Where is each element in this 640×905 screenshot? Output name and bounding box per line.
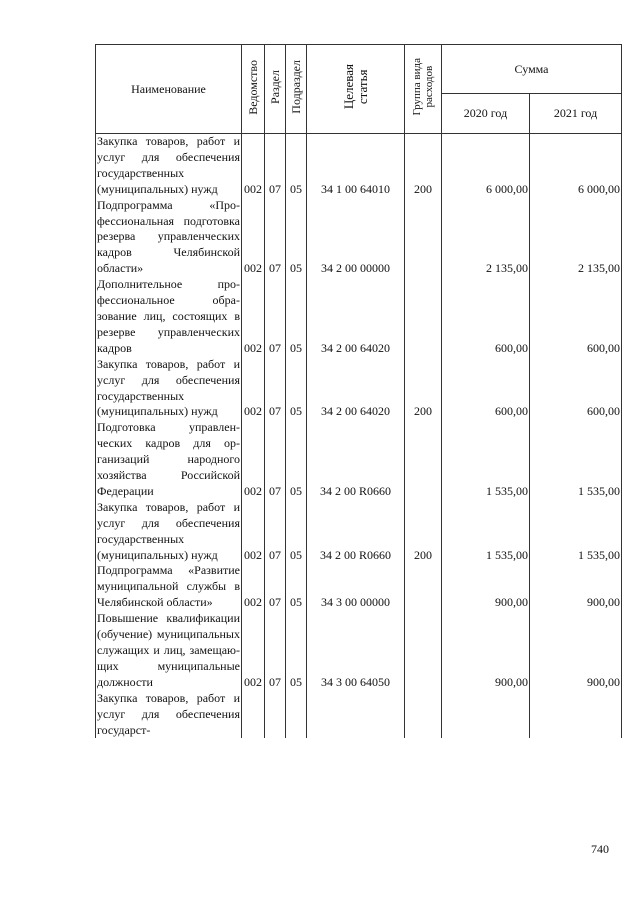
row-razdel [265,691,286,739]
row-expense-group [405,277,442,357]
row-name: Подготовка управленческих кадров для организаций народного хозяйства Российской Федерации [97,420,240,498]
row-razdel: 07 [265,500,286,564]
row-name: Закупка товаров, работ и услуг для обеспечения государственных (муниципальных) нужд [97,356,240,419]
row-sum-2020: 6 000,00 [442,134,530,198]
row-razdel: 07 [265,198,286,278]
row-razdel: 07 [265,611,286,691]
row-podrazdel: 05 [286,420,307,500]
table-row [96,500,622,564]
row-name: Закупка товаров, работ и услуг для обеспечения государственных (муниципальных) нужд [97,134,240,196]
row-target-article: 34 3 00 00000 [307,563,405,611]
row-expense-group [405,420,442,500]
header-year-2021: 2021 год [530,94,622,134]
table-row [96,134,622,198]
row-sum-2021 [530,691,622,739]
header-vedomstvo: Ведомство [242,45,265,134]
row-target-article: 34 2 00 64020 [307,357,405,421]
row-sum-2020: 900,00 [442,611,530,691]
row-sum-2021: 600,00 [530,357,622,421]
row-podrazdel: 05 [286,277,307,357]
row-sum-2021: 6 000,00 [530,134,622,198]
row-sum-2021: 2 135,00 [530,198,622,278]
table-row [96,691,622,739]
row-vedomstvo: 002 [242,198,265,278]
row-razdel: 07 [265,563,286,611]
table-row [96,611,622,691]
row-sum-2021: 900,00 [530,563,622,611]
row-sum-2020: 900,00 [442,563,530,611]
row-razdel: 07 [265,357,286,421]
row-expense-group: 200 [405,134,442,198]
header-podrazdel: Подраздел [286,45,307,134]
row-sum-2020: 600,00 [442,277,530,357]
row-name: Закупка товаров, работ и услуг для обеспечения государственных (муниципальных) нужд [97,499,240,562]
table-row [96,420,622,500]
row-vedomstvo: 002 [242,277,265,357]
header-target-article: Целевая статья [307,45,405,134]
row-vedomstvo: 002 [242,563,265,611]
header-sum: Сумма [442,45,622,94]
row-expense-group [405,691,442,739]
row-podrazdel: 05 [286,357,307,421]
row-expense-group [405,563,442,611]
row-sum-2020: 1 535,00 [442,500,530,564]
row-sum-2021: 600,00 [530,277,622,357]
row-expense-group [405,198,442,278]
row-target-article: 34 1 00 64010 [307,134,405,198]
row-razdel: 07 [265,277,286,357]
table-row [96,198,622,278]
row-vedomstvo: 002 [242,500,265,564]
header-name: Наименование [96,45,242,134]
row-vedomstvo: 002 [242,420,265,500]
row-vedomstvo [242,691,265,739]
row-podrazdel: 05 [286,563,307,611]
row-razdel: 07 [265,134,286,198]
row-expense-group: 200 [405,500,442,564]
row-sum-2020: 2 135,00 [442,198,530,278]
row-podrazdel: 05 [286,134,307,198]
row-sum-2020: 600,00 [442,357,530,421]
row-name: Повышение квалификации (обучение) муниципальных служащих и лиц, замещающих муниципальные должности [97,611,240,689]
row-vedomstvo: 002 [242,611,265,691]
row-vedomstvo: 002 [242,357,265,421]
row-target-article: 34 2 00 00000 [307,198,405,278]
row-sum-2020: 1 535,00 [442,420,530,500]
row-name: Дополнительное профессиональное образование лиц, состоящих в резерве управленческих кадров [97,277,240,355]
row-expense-group: 200 [405,357,442,421]
row-target-article [307,691,405,739]
page-number: 740 [591,842,609,856]
row-podrazdel: 05 [286,611,307,691]
row-podrazdel [286,691,307,739]
row-podrazdel: 05 [286,198,307,278]
header-razdel: Раздел [265,45,286,134]
row-razdel: 07 [265,420,286,500]
row-expense-group [405,611,442,691]
table-row [96,563,622,611]
table-row [96,357,622,421]
header-expense-group: Группа вида расходов [405,45,442,134]
row-name: Подпрограмма «Развитие муниципальной службы в Челябинской области» [97,563,240,610]
row-target-article: 34 2 00 64020 [307,277,405,357]
row-sum-2020 [442,691,530,739]
row-sum-2021: 1 535,00 [530,420,622,500]
row-target-article: 34 3 00 64050 [307,611,405,691]
row-name: Закупка товаров, работ и услуг для обеспечения государст- [97,690,240,737]
header-year-2020: 2020 год [442,94,530,134]
row-sum-2021: 1 535,00 [530,500,622,564]
row-vedomstvo: 002 [242,134,265,198]
row-sum-2021: 900,00 [530,611,622,691]
row-name: Подпрограмма «Профессиональная подготовка резерва управленческих кадров Челябинской области» [97,197,240,276]
row-target-article: 34 2 00 R0660 [307,420,405,500]
row-target-article: 34 2 00 R0660 [307,500,405,564]
budget-table [95,44,622,738]
table-row [96,277,622,357]
row-podrazdel: 05 [286,500,307,564]
